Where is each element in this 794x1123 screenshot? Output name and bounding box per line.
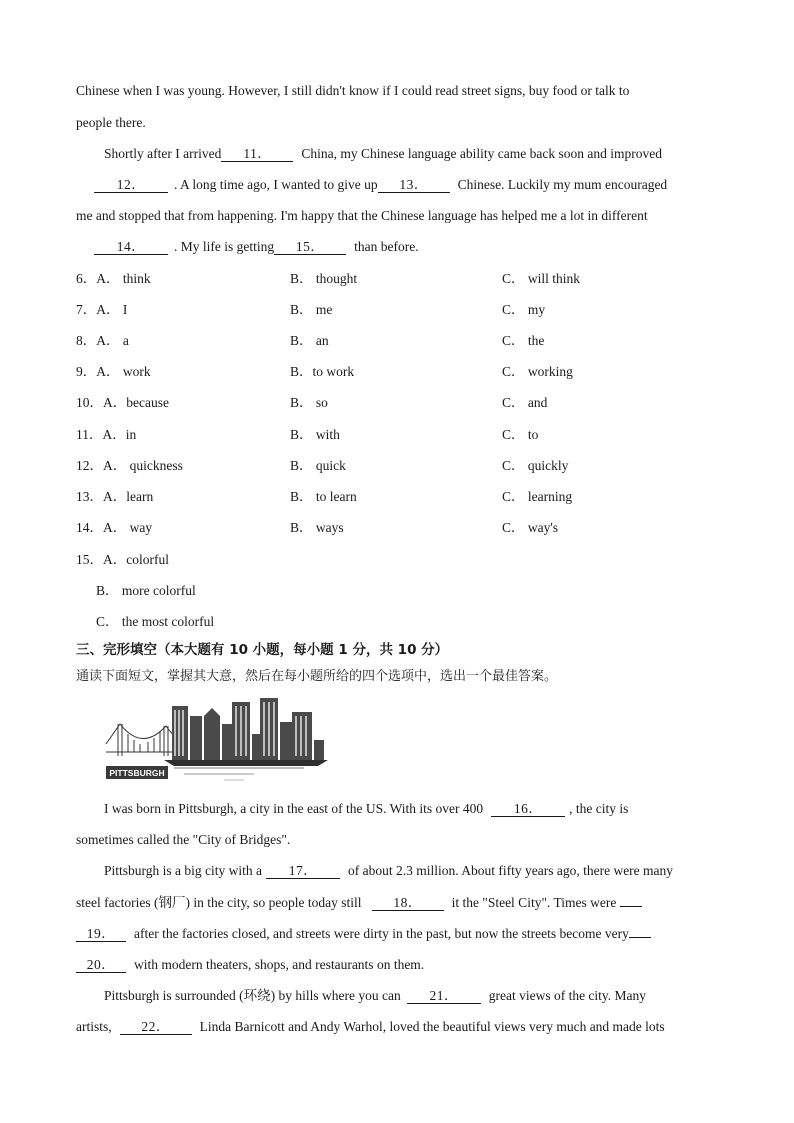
option-a[interactable]: 14．A． way (76, 520, 153, 535)
question-number: 9． (76, 364, 97, 379)
option-b[interactable]: B．to work (290, 364, 355, 379)
option-row-15 (76, 552, 169, 568)
blank-22: 22． (120, 1020, 192, 1035)
option-b[interactable]: B． with (290, 427, 340, 442)
option-a[interactable]: 9．A． work (76, 364, 151, 379)
passage-line: people there. (76, 115, 146, 130)
option-b[interactable]: B． me (290, 302, 333, 317)
passage-line: Pittsburgh is surrounded (环绕) by hills where you can 21． great views of the city. Many (104, 988, 647, 1003)
blank-12: 12． (94, 178, 168, 193)
question-number: 8． (76, 333, 97, 348)
blank-14: 14． (94, 240, 168, 255)
option-c[interactable]: C． to (502, 427, 539, 442)
passage-line: 12． . A long time ago, I wanted to give up 13． Chinese. Luckily my mum encouraged (94, 177, 667, 193)
passage-line: I was born in Pittsburgh, a city in the east of the US. With its over 400 16． , the city is (104, 801, 629, 816)
blank-21: 21． (407, 989, 481, 1004)
question-number: 12． (76, 458, 103, 473)
passage-line: me and stopped that from happening. I'm happy that the Chinese language has helped me a lot in different (76, 208, 648, 223)
question-number: 14． (76, 520, 103, 535)
option-c[interactable]: C． way's (502, 520, 559, 535)
option-c[interactable]: C． the (502, 333, 545, 348)
passage-line: Shortly after I arrived 11． China, my Chinese language ability came back soon and improved (104, 146, 662, 161)
option-a[interactable]: 13．A．learn (76, 489, 154, 504)
option-b-15[interactable]: B． more colorful (96, 583, 196, 598)
option-a[interactable]: A．colorful (103, 552, 169, 567)
passage-line: artists, 22． Linda Barnicott and Andy Warhol, loved the beautiful views very much and made lots (76, 1019, 665, 1034)
option-c[interactable]: C． and (502, 395, 548, 410)
section-instruction: 通读下面短文，掌握其大意，然后在每小题所给的四个选项中，选出一个最佳答案。 (76, 669, 558, 684)
option-a[interactable]: 6．A． think (76, 271, 151, 286)
blank-16: 16． (491, 802, 565, 817)
option-b[interactable]: B． to learn (290, 489, 357, 504)
blank-19: 19． (76, 927, 126, 942)
option-a[interactable]: 7．A． I (76, 302, 128, 317)
blank-18: 18． (372, 896, 444, 911)
passage-line: Chinese when I was young. However, I still didn't know if I could read street signs, buy food or talk to (76, 83, 630, 98)
question-number: 10． (76, 395, 103, 410)
question-number: 11． (76, 427, 103, 442)
passage-line: Pittsburgh is a big city with a 17． of about 2.3 million. About fifty years ago, there were many (104, 863, 674, 878)
blank-17: 17． (266, 864, 340, 879)
option-c[interactable]: C． my (502, 302, 546, 317)
option-c[interactable]: C． quickly (502, 458, 569, 473)
passage-line: 14． . My life is getting 15． than before. (94, 239, 419, 255)
option-a[interactable]: 10．A．because (76, 395, 169, 410)
figure-label: PITTSBURGH (109, 768, 165, 778)
question-number: 13． (76, 489, 103, 504)
passage-line: 20． with modern theaters, shops, and restaurants on them. (76, 957, 424, 973)
option-c-15[interactable]: C． the most colorful (96, 614, 215, 629)
blank-11: 11． (221, 147, 293, 162)
blank-19-start (620, 906, 642, 907)
option-b[interactable]: B． so (290, 395, 328, 410)
option-b[interactable]: B． ways (290, 520, 344, 535)
option-b[interactable]: B． quick (290, 458, 346, 473)
question-number: 7． (76, 302, 97, 317)
option-b[interactable]: B． an (290, 333, 329, 348)
option-a[interactable]: 8．A． a (76, 333, 129, 348)
passage-line: sometimes called the "City of Bridges". (76, 832, 291, 847)
option-a[interactable]: 12．A． quickness (76, 458, 183, 473)
blank-20: 20． (76, 958, 126, 973)
blank-13: 13． (378, 178, 450, 193)
question-number: 6． (76, 271, 97, 286)
section-heading: 三、完形填空（本大题有 10 小题，每小题 1 分，共 10 分） (76, 642, 449, 658)
blank-15: 15． (274, 240, 346, 255)
option-a[interactable]: 11．A．in (76, 427, 137, 442)
question-number: 15． (76, 552, 103, 567)
passage-line: 19． after the factories closed, and streets were dirty in the past, but now the streets become very (76, 926, 651, 942)
passage-line: steel factories (钢厂) in the city, so people today still 18． it the "Steel City". Times were (76, 895, 642, 911)
blank-20-start (629, 937, 651, 938)
pittsburgh-skyline-image (104, 694, 328, 784)
option-c[interactable]: C． working (502, 364, 573, 379)
option-c[interactable]: C． will think (502, 271, 581, 286)
option-c[interactable]: C． learning (502, 489, 573, 504)
option-b[interactable]: B． thought (290, 271, 358, 286)
